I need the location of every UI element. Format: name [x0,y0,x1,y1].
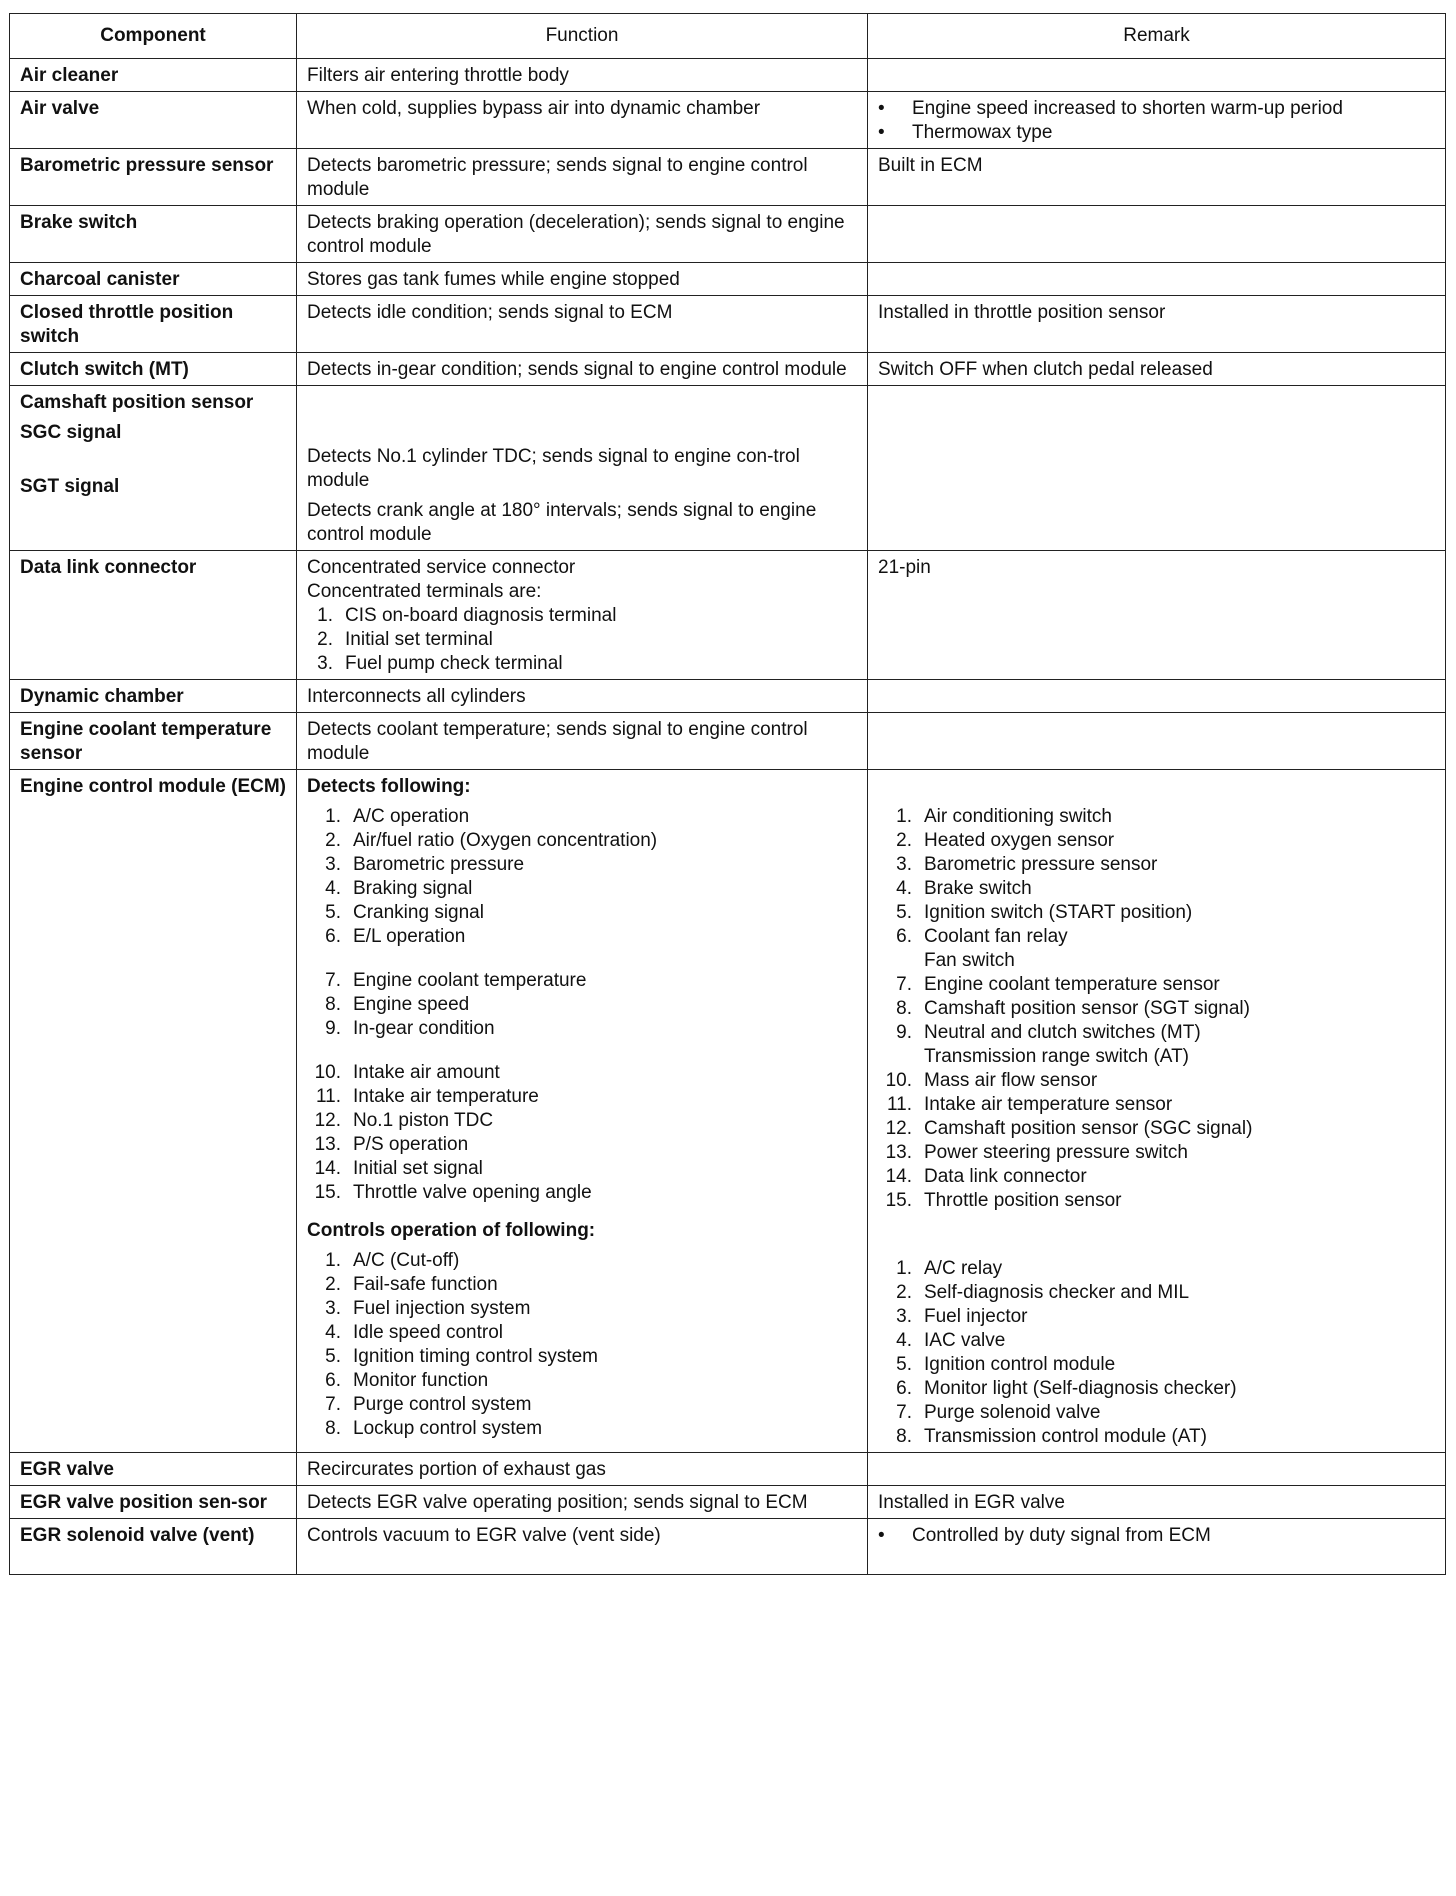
table-row [10,1453,1446,1486]
function-cell: When cold, supplies bypass air into dynamic chamber [297,92,868,149]
remark-cell [868,770,1446,1453]
table-row [10,713,1446,770]
function-cell [297,386,868,551]
list-item: 3. Barometric pressure [325,854,525,875]
list-item: 4. Idle speed control [325,1322,503,1343]
list-item: 7. Engine coolant temperature sensor [896,974,1220,995]
remark-cell [868,206,1446,263]
function-cell: Detects barometric pressure; sends signal to engine control module [297,149,868,206]
remark-cell: Switch OFF when clutch pedal released [868,353,1446,386]
list-item: 8. Transmission control module (AT) [896,1426,1207,1447]
component-name: Camshaft position sensor [20,392,254,413]
remark-cell [868,386,1446,551]
list-item: 6. Coolant fan relay [896,926,1068,947]
function-cell [297,770,868,1453]
component-cell: EGR valve [10,1453,297,1486]
list-item: 12. Camshaft position sensor (SGC signal) [885,1118,1253,1139]
function-cell: Detects braking operation (deceleration); sends signal to engine control module [297,206,868,263]
table-row [10,149,1446,206]
component-cell: Clutch switch (MT) [10,353,297,386]
function-cell: Detects EGR valve operating position; sends signal to ECM [297,1486,868,1519]
function-cell: Filters air entering throttle body [297,59,868,92]
list-item: 1. CIS on-board diagnosis terminal [317,605,617,626]
table-row [10,59,1446,92]
list-item: 14. Data link connector [885,1166,1087,1187]
list-item: 1. A/C relay [896,1258,1003,1279]
table-row [10,92,1446,149]
table-row [10,680,1446,713]
component-cell [10,386,297,551]
list-item: 10. Intake air amount [314,1062,500,1083]
list-item: 7. Purge control system [325,1394,532,1415]
list-item: 4. Braking signal [325,878,473,899]
list-item: 13. Power steering pressure switch [885,1142,1188,1163]
list-item: 7. Engine coolant temperature [325,970,587,991]
list-item: 1. A/C operation [325,806,470,827]
table-row [10,206,1446,263]
list-item: 5. Ignition control module [896,1354,1116,1375]
function-cell: Interconnects all cylinders [297,680,868,713]
table-row [10,386,1446,551]
component-cell: Closed throttle position switch [10,296,297,353]
header-remark: Remark [868,14,1446,59]
list-item: 5. Ignition timing control system [325,1346,598,1367]
component-cell: Air cleaner [10,59,297,92]
header-function: Function [297,14,868,59]
remark-cell [868,59,1446,92]
list-item: 3. Barometric pressure sensor [896,854,1158,875]
list-item: 2. Heated oxygen sensor [896,830,1115,851]
table-row [10,551,1446,680]
table-row [10,296,1446,353]
list-item: 14. Initial set signal [314,1158,483,1179]
component-subname: SGC signal [20,422,122,443]
table-row [10,353,1446,386]
list-item: 6. E/L operation [325,926,466,947]
list-item: 1. Air conditioning switch [896,806,1112,827]
table-row [10,1519,1446,1575]
function-cell [297,551,868,680]
component-cell: Engine coolant temperature sensor [10,713,297,770]
remark-cell [868,1519,1446,1575]
list-item: 5. Cranking signal [325,902,484,923]
function-cell: Controls vacuum to EGR valve (vent side) [297,1519,868,1575]
list-item: 10. Mass air flow sensor [885,1070,1098,1091]
table-row [10,263,1446,296]
component-cell: EGR valve position sen-sor [10,1486,297,1519]
list-item: 2. Fail-safe function [325,1274,498,1295]
remark-cell: Built in ECM [868,149,1446,206]
function-cell: Recircurates portion of exhaust gas [297,1453,868,1486]
header-component: Component [10,14,297,59]
function-cell: Detects coolant temperature; sends signal to engine control module [297,713,868,770]
component-cell: EGR solenoid valve (vent) [10,1519,297,1575]
component-cell: Engine control module (ECM) [10,770,297,1453]
list-item: 15. Throttle valve opening angle [314,1182,592,1203]
list-item: 9. In-gear condition [325,1018,495,1039]
list-item: 13. P/S operation [314,1134,469,1155]
list-item: 12. No.1 piston TDC [314,1110,494,1131]
component-subname: SGT signal [20,476,120,497]
list-item: 4. Brake switch [896,878,1032,899]
remark-cell [868,1453,1446,1486]
function-text: Concentrated service connector [307,557,576,578]
list-item: 2. Initial set terminal [317,629,493,650]
list-item: 11. Intake air temperature [315,1086,539,1107]
list-item: 9. Neutral and clutch switches (MT) [896,1022,1201,1043]
remark-cell [868,92,1446,149]
component-cell: Data link connector [10,551,297,680]
remark-cell [868,713,1446,770]
remark-cell: 21-pin [868,551,1446,680]
list-item: 8. Lockup control system [325,1418,543,1439]
list-item: 4. IAC valve [896,1330,1006,1351]
list-item: 5. Ignition switch (START position) [896,902,1193,923]
remark-cell: Installed in throttle position sensor [868,296,1446,353]
list-item: 6. Monitor function [325,1370,489,1391]
list-item: 3. Fuel injection system [325,1298,531,1319]
list-item: Fan switch [924,950,1015,971]
function-cell: Detects in-gear condition; sends signal to engine control module [297,353,868,386]
list-item: 6. Monitor light (Self-diagnosis checker) [896,1378,1237,1399]
list-item: 8. Camshaft position sensor (SGT signal) [896,998,1250,1019]
function-text: Detects No.1 cylinder TDC; sends signal to engine con-trol module [307,446,800,491]
table-row [10,1486,1446,1519]
list-item: 7. Purge solenoid valve [896,1402,1101,1423]
header-row [10,14,1446,59]
controls-heading: Controls operation of following: [307,1220,596,1241]
remark-cell: Installed in EGR valve [868,1486,1446,1519]
detects-heading: Detects following: [307,776,471,797]
list-item: 3. Fuel injector [896,1306,1028,1327]
function-cell: Stores gas tank fumes while engine stopped [297,263,868,296]
component-cell: Barometric pressure sensor [10,149,297,206]
component-cell: Air valve [10,92,297,149]
component-table [9,13,1446,1575]
component-cell: Dynamic chamber [10,680,297,713]
list-item: 1. A/C (Cut-off) [325,1250,460,1271]
list-item: 11. Intake air temperature sensor [886,1094,1173,1115]
list-item: 3. Fuel pump check terminal [317,653,563,674]
function-text: Detects crank angle at 180° intervals; sends signal to engine control module [307,500,817,545]
table-row [10,770,1446,1453]
list-item: 2. Self-diagnosis checker and MIL [896,1282,1190,1303]
list-item: Transmission range switch (AT) [924,1046,1190,1067]
component-cell: Brake switch [10,206,297,263]
list-item: • Thermowax type [878,122,1053,143]
component-cell: Charcoal canister [10,263,297,296]
function-text: Concentrated terminals are: [307,581,542,602]
list-item: • Engine speed increased to shorten warm-up period [878,98,1343,119]
list-item: • Controlled by duty signal from ECM [878,1525,1211,1546]
function-cell: Detects idle condition; sends signal to ECM [297,296,868,353]
remark-cell [868,263,1446,296]
list-item: 2. Air/fuel ratio (Oxygen concentration) [325,830,658,851]
list-item: 15. Throttle position sensor [885,1190,1122,1211]
remark-cell [868,680,1446,713]
list-item: 8. Engine speed [325,994,470,1015]
